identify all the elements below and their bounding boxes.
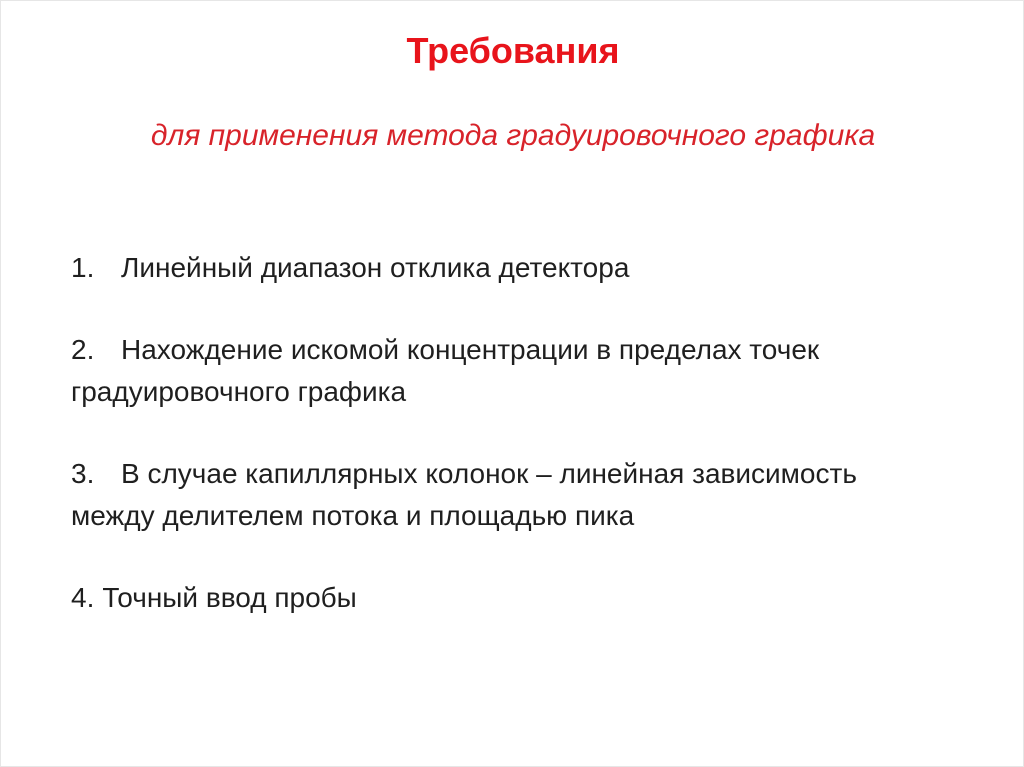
list-item xyxy=(71,329,971,413)
list-item xyxy=(71,577,971,619)
item-text-continuation: градуировочного графика xyxy=(71,376,407,407)
item-text: Линейный диапазон отклика детектора xyxy=(121,252,630,283)
item-number: 4. xyxy=(71,582,95,613)
item-text-continuation: между делителем потока и площадью пика xyxy=(71,500,635,531)
item-number: 2. xyxy=(71,334,95,365)
item-text: Нахождение искомой концентрации в пределах точек xyxy=(121,334,820,365)
item-text: В случае капиллярных колонок – линейная зависимость xyxy=(121,458,857,489)
list-item xyxy=(71,453,971,537)
list-item xyxy=(71,247,971,289)
slide-subtitle: для применения метода градуировочного графика xyxy=(150,119,876,152)
requirements-list xyxy=(71,247,971,619)
slide-title: Требования xyxy=(406,30,620,71)
item-text: Точный ввод пробы xyxy=(102,582,357,613)
item-number: 1. xyxy=(71,252,95,283)
item-number: 3. xyxy=(71,458,95,489)
